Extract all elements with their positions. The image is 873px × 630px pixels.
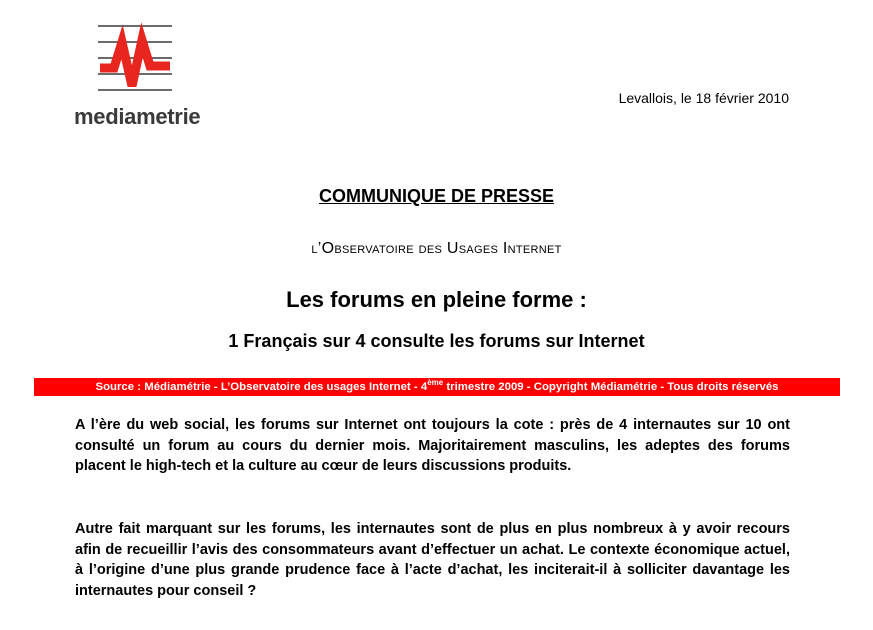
mediametrie-logo [70,18,210,130]
subheadline: 1 Français sur 4 consulte les forums sur Internet [228,331,645,351]
logo-wordmark: mediametrie [74,104,201,129]
headline: Les forums en pleine forme : [286,287,587,312]
source-banner [34,378,840,396]
body-paragraph-1: A l’ère du web social, les forums sur Internet ont toujours la cote : près de 4 internautes sur 10 ont consulté un forum au cours du dernier mois. Majoritairement masculins, les adeptes des forums placent le high-tech et la culture au cœur de leurs discussions produits. [75,417,790,474]
source-text-start: Source : Médiamétrie - L’Observatoire des usages Internet - 4 [95,381,428,393]
dateline: Levallois, le 18 février 2010 [618,90,789,106]
source-superscript: ème [427,378,444,388]
body-paragraph-2: Autre fait marquant sur les forums, les internautes sont de plus en plus nombreux à y avoir recours afin de recueillir l’avis des consommateurs avant d’effectuer un achat. Le contexte économique actuel, à l’origine d’une plus grande prudence face à l’acte d’achat, les inciterait-il à solliciter davantage les internautes pour conseil ? [75,521,790,599]
logo-mark-icon [70,18,210,108]
press-release-title: COMMUNIQUE DE PRESSE [318,186,555,206]
observatoire-title: l’Observatoire des Usages Internet [311,240,562,257]
source-text-end: trimestre 2009 - Copyright Médiamétrie - Tous droits réservés [443,381,779,393]
